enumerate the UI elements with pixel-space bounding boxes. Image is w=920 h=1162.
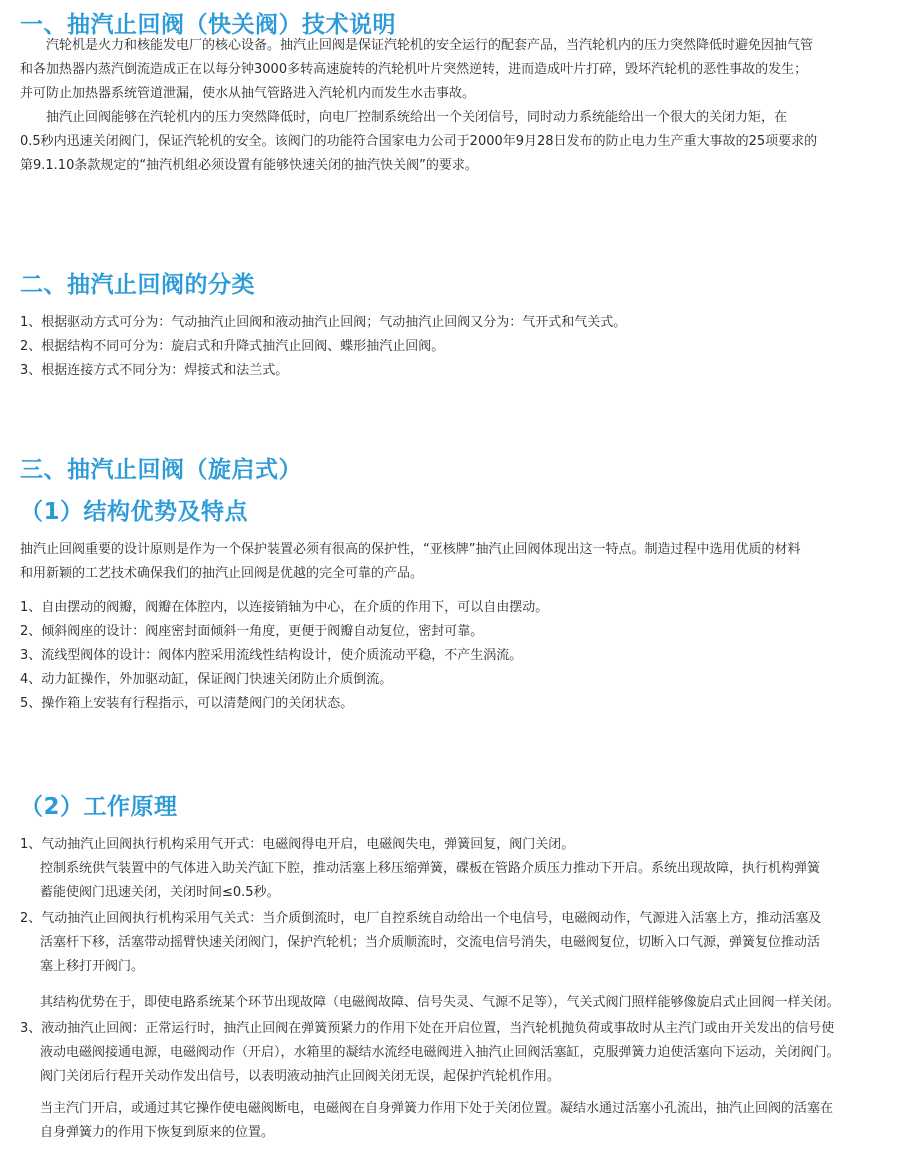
feature-item-4: 4、动力缸操作，外加驱动缸，保证阀门快速关闭防止介质倒流。 [20,672,393,687]
feature-item-3: 3、流线型阀体的设计：阀体内腔采用流线性结构设计，使介质流动平稳，不产生涡流。 [20,648,523,663]
principle-item-3-note-line2: 自身弹簧力的作用下恢复到原来的位置。 [40,1125,275,1140]
principle-item-2: 2、气动抽汽止回阀执行机构采用气关式：当介质倒流时，电厂自控系统自动给出一个电信号，电磁阀动作，气源进入活塞上方，推动活塞及 [20,911,822,926]
principle-item-1-detail-line1: 控制系统供气装置中的气体进入助关汽缸下腔，推动活塞上移压缩弹簧，碟板在管路介质压力推动下开启。系统出现故障，执行机构弹簧 [40,861,821,876]
section3-title: 三、抽汽止回阀（旋启式） [20,457,302,483]
section1-paragraph2-line3: 第9.1.10条款规定的“抽汽机组必须设置有能够快速关闭的抽汽快关阀”的要求。 [20,158,478,173]
feature-item-2: 2、倾斜阀座的设计：阀座密封面倾斜一角度，更便于阀瓣自动复位，密封可靠。 [20,624,484,639]
section1-paragraph1-line3: 并可防止加热器系统管道泄漏，使水从抽气管路进入汽轮机内而发生水击事故。 [20,86,476,101]
principle-item-2-note: 其结构优势在于，即使电路系统某个环节出现故障（电磁阀故障、信号失灵、气源不足等），气关式阀门照样能够像旋启式止回阀一样关闭。 [40,995,840,1010]
structure-intro-line2: 和用新颖的工艺技术确保我们的抽汽止回阀是优越的完全可靠的产品。 [20,566,424,581]
section2-title: 二、抽汽止回阀的分类 [20,272,255,298]
principle-item-2-detail-line2: 塞上移打开阀门。 [40,959,145,974]
principle-item-3: 3、液动抽汽止回阀：正常运行时，抽汽止回阀在弹簧预紧力的作用下处在开启位置，当汽轮机抛负荷或事故时从主汽门或由开关发出的信号使 [20,1021,835,1036]
section1-title: 一、抽汽止回阀（快关阀）技术说明 [20,12,396,38]
section1-paragraph2-line2: 0.5秒内迅速关闭阀门，保证汽轮机的安全。该阀门的功能符合国家电力公司于2000年9月28日发布的防止电力生产重大事故的25项要求的 [20,134,818,149]
section3-subtitle-structure: （1）结构优势及特点 [20,499,249,525]
classification-item-2: 2、根据结构不同可分为：旋启式和升降式抽汽止回阀、蝶形抽汽止回阀。 [20,339,445,354]
principle-item-3-detail-line2: 阀门关闭后行程开关动作发出信号，以表明液动抽汽止回阀关闭无误，起保护汽轮机作用。 [40,1069,561,1084]
classification-item-3: 3、根据连接方式不同分为：焊接式和法兰式。 [20,363,289,378]
feature-item-1: 1、自由摆动的阀瓣，阀瓣在体腔内，以连接销轴为中心，在介质的作用下，可以自由摆动。 [20,600,549,615]
principle-item-1: 1、气动抽汽止回阀执行机构采用气开式：电磁阀得电开启，电磁阀失电，弹簧回复，阀门关闭。 [20,837,575,852]
section3-subtitle-principle: （2）工作原理 [20,794,178,820]
principle-item-1-detail-line2: 蓄能使阀门迅速关闭，关闭时间≤0.5秒。 [40,885,280,900]
principle-item-2-detail-line1: 活塞杆下移，活塞带动摇臂快速关闭阀门，保护汽轮机；当介质顺流时，交流电信号消失，电磁阀复位，切断入口气源，弹簧复位推动活 [40,935,821,950]
section1-paragraph1-line1: 汽轮机是火力和核能发电厂的核心设备。抽汽止回阀是保证汽轮机的安全运行的配套产品，当汽轮机内的压力突然降低时避免因抽气管 [46,38,814,53]
section1-paragraph2-line1: 抽汽止回阀能够在汽轮机内的压力突然降低时，向电厂控制系统给出一个关闭信号，同时动力系统能给出一个很大的关闭力矩，在 [46,110,788,125]
principle-item-3-detail-line1: 液动电磁阀接通电源，电磁阀动作（开启），水箱里的凝结水流经电磁阀进入抽汽止回阀活塞缸，克服弹簧力迫使活塞向下运动，关闭阀门。 [40,1045,840,1060]
feature-item-5: 5、操作箱上安装有行程指示，可以清楚阀门的关闭状态。 [20,696,354,711]
classification-item-1: 1、根据驱动方式可分为：气动抽汽止回阀和液动抽汽止回阀；气动抽汽止回阀又分为：气开式和气关式。 [20,315,627,330]
section1-paragraph1-line2: 和各加热器内蒸汽倒流造成正在以每分钟3000多转高速旋转的汽轮机叶片突然逆转，进而造成叶片打碎，毁坏汽轮机的恶性事故的发生； [20,62,808,77]
principle-item-3-note-line1: 当主汽门开启，或通过其它操作使电磁阀断电，电磁阀在自身弹簧力作用下处于关闭位置。凝结水通过活塞小孔流出，抽汽止回阀的活塞在 [40,1101,834,1116]
structure-intro-line1: 抽汽止回阀重要的设计原则是作为一个保护装置必须有很高的保护性，“亚核牌”抽汽止回阀体现出这一特点。制造过程中选用优质的材料 [20,542,801,557]
